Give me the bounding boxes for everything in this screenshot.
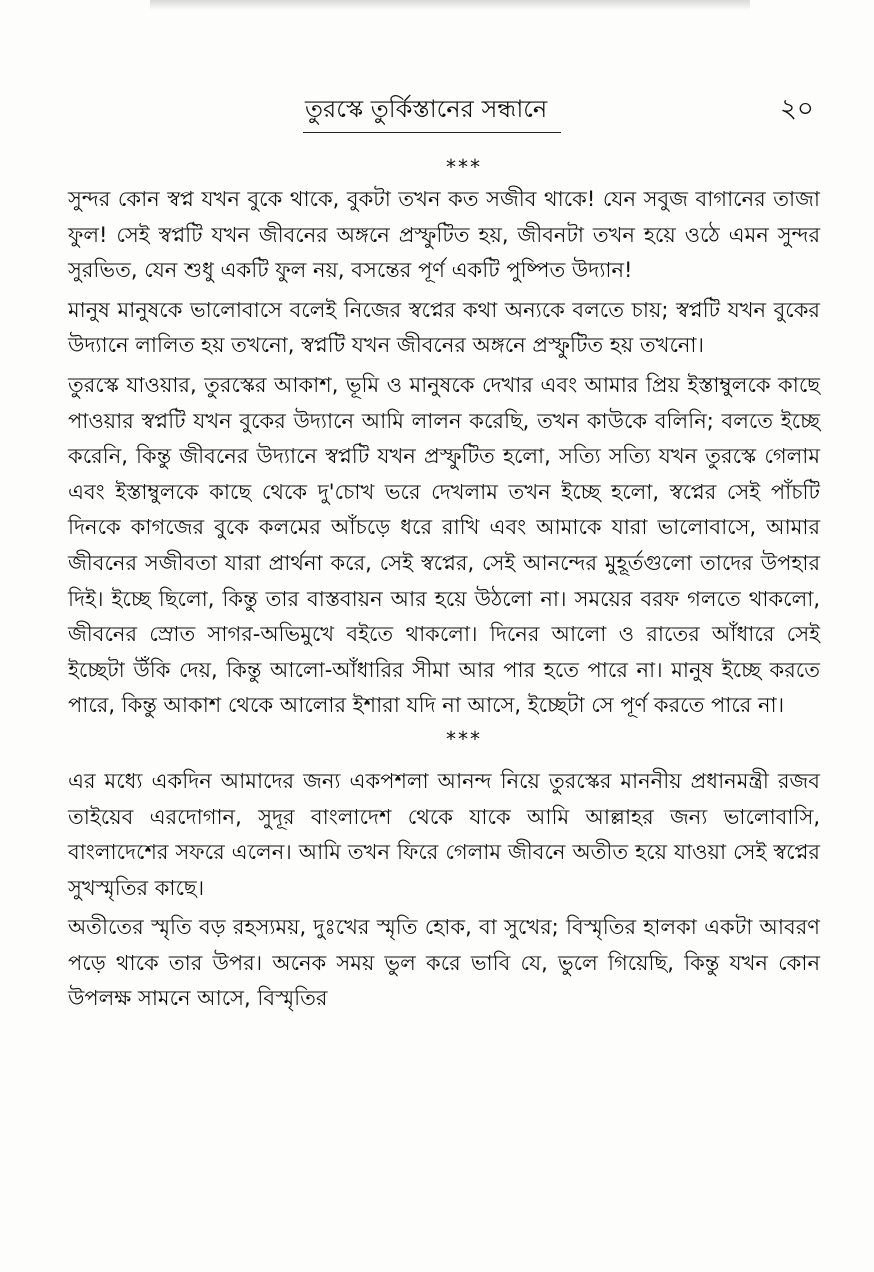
paragraph: মানুষ মানুষকে ভালোবাসে বলেই নিজের স্বপ্নের কথা অন্যকে বলতে চায়; স্বপ্নটি যখন বুকের উদ্যানে লালিত হয় তখনো, স্বপ্নটি যখন জীবনের অঙ্গনে প্রস্ফুটিত হয় তখনো। <box>68 297 820 358</box>
section-separator: *** <box>446 726 482 751</box>
scan-edge-shadow <box>150 0 750 10</box>
running-title: তুরস্কে তুর্কিস্তানের সন্ধানে <box>305 95 548 123</box>
page-number: ২০ <box>780 94 814 124</box>
page-header <box>0 92 874 136</box>
section-separator: *** <box>446 155 482 179</box>
header-underline <box>303 132 561 133</box>
paragraph: অতীতের স্মৃতি বড় রহস্যময়, দুঃখের স্মৃতি হোক, বা সুখের; বিস্মৃতির হালকা একটা আবরণ পড়ে থাকে তার উপর। অনেক সময় ভুল করে ভাবি যে, ভুলে গিয়েছি, কিন্তু যখন কোন উপলক্ষ সামনে আসে, বিস্মৃতির <box>68 915 820 1011</box>
paragraph: এর মধ্যে একদিন আমাদের জন্য একপশলা আনন্দ নিয়ে তুরস্কের মাননীয় প্রধানমন্ত্রী রজব তাইয়েব এরদোগান, সুদূর বাংলাদেশ থেকে যাকে আমি আল্লাহর জন্য ভালোবাসি, বাংলাদেশের সফরে এলেন। আমি তখন ফিরে গেলাম জীবনে অতীত হয়ে যাওয়া সেই স্বপ্নের সুখস্মৃতির কাছে। <box>68 768 820 900</box>
paragraph: সুন্দর কোন স্বপ্ন যখন বুকে থাকে, বুকটা তখন কত সজীব থাকে! যেন সবুজ বাগানের তাজা ফুল! সেই স্বপ্নটি যখন জীবনের অঙ্গনে প্রস্ফুটিত হয়, জীবনটা তখন হয়ে ওঠে এমন সুন্দর সুরভিত, যেন শুধু একটি ফুল নয়, বসন্তের পূর্ণ একটি পুষ্পিত উদ্যান! <box>68 187 820 283</box>
paragraph: তুরস্কে যাওয়ার, তুরস্কের আকাশ, ভূমি ও মানুষকে দেখার এবং আমার প্রিয় ইস্তাম্বুলকে কাছে পাওয়ার স্বপ্নটি যখন বুকের উদ্যানে আমি লালন করেছি, তখন কাউকে বলিনি; বলতে ইচ্ছে করেনি, কিন্তু জীবনের উদ্যানে স্বপ্নটি যখন প্রস্ফুটিত হলো, সত্যি সত্যি যখন তুরস্কে গেলাম এবং ইস্তাম্বুলকে কাছে থেকে দু'চোখ ভরে দেখলাম তখন ইচ্ছে হলো, স্বপ্নের সেই পাঁচটি দিনকে কাগজের বুকে কলমের আঁচড়ে ধরে রাখি এবং আমাকে যারা ভালোবাসে, আমার জীবনের সজীবতা যারা প্রার্থনা করে, সেই স্বপ্নের, সেই আনন্দের মুহূর্তগুলো তাদের উপহার দিই। ইচ্ছে ছিলো, কিন্তু তার বাস্তবায়ন আর হয়ে উঠলো না। সময়ের বরফ গলতে থাকলো, জীবনের স্রোত সাগর-অভিমুখে বইতে থাকলো। দিনের আলো ও রাতের আঁধারে সেই ইচ্ছেটা উঁকি দেয়, কিন্তু আলো-আঁধারির সীমা আর পার হতে পারে না। মানুষ ইচ্ছে করতে পারে, কিন্তু আকাশ থেকে আলোর ইশারা যদি না আসে, ইচ্ছেটা সে পূর্ণ করতে পারে না। <box>68 372 820 718</box>
body-text <box>68 152 820 1017</box>
